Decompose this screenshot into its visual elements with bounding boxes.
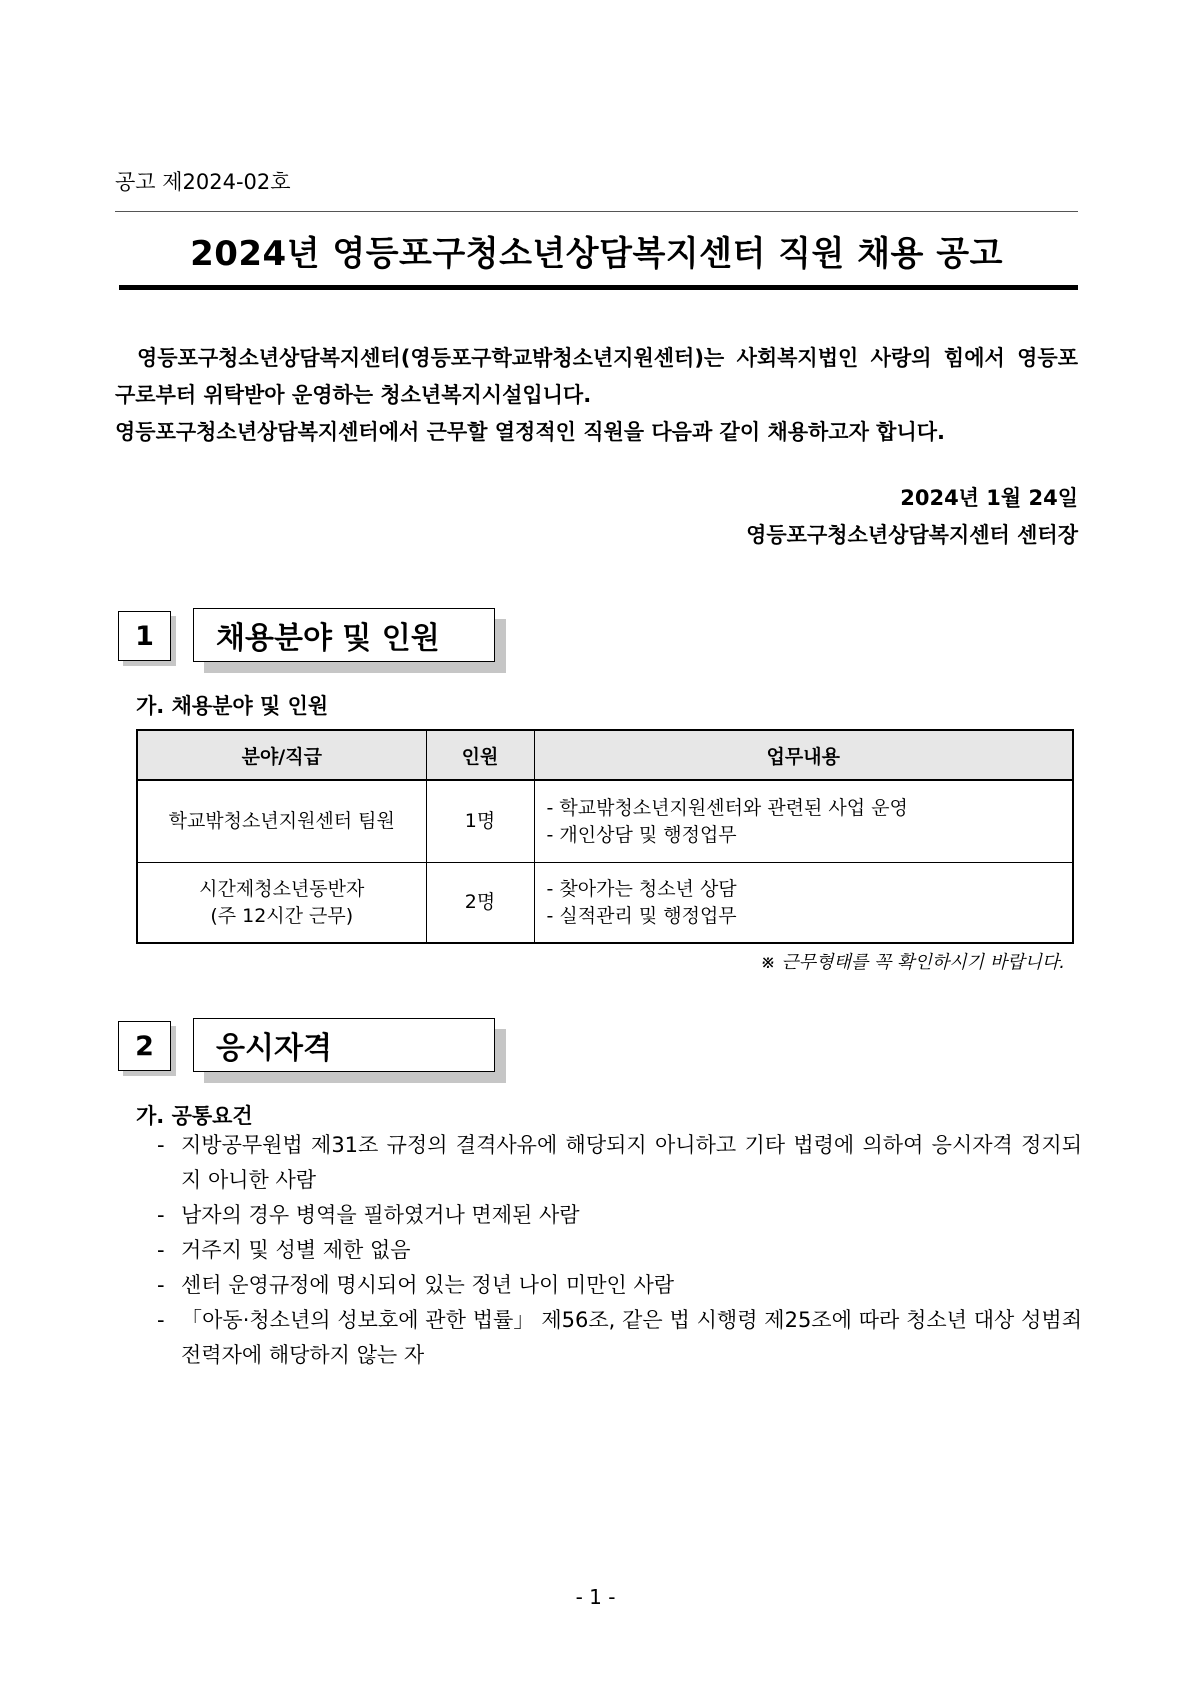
section-2-subheading: 가. 공통요건 xyxy=(136,1104,253,1128)
intro-paragraph-1: 영등포구청소년상담복지센터(영등포구학교밖청소년지원센터)는 사회복지법인 사랑의 힘에서 영등포구로부터 위탁받아 운영하는 청소년복지시설입니다. xyxy=(115,346,1078,407)
field-line: 시간제청소년동반자 xyxy=(199,877,365,900)
announcement-date: 2024년 1월 24일 xyxy=(900,486,1078,510)
duty-line: - 학교밖청소년지원센터와 관련된 사업 운영 xyxy=(546,796,908,819)
list-item xyxy=(157,1268,1082,1303)
section-1-number: 1 xyxy=(118,611,171,661)
page-title: 2024년 영등포구청소년상담복지센터 직원 채용 공고 xyxy=(190,234,1003,274)
table-row xyxy=(137,780,1073,863)
list-item-text: 거주지 및 성별 제한 없음 xyxy=(181,1238,411,1262)
list-item xyxy=(157,1128,1082,1198)
intro-paragraph-2: 영등포구청소년상담복지센터에서 근무할 열정적인 직원을 다음과 같이 채용하고자 합니다. xyxy=(115,420,946,444)
section-1-subheading: 가. 채용분야 및 인원 xyxy=(136,694,329,718)
field-cell xyxy=(137,780,426,863)
page-number: - 1 - xyxy=(575,1585,616,1609)
eligibility-list xyxy=(157,1128,1082,1373)
work-type-note: ※ 근무형태를 꼭 확인하시기 바랍니다. xyxy=(760,952,1065,973)
list-dash: - xyxy=(157,1308,165,1332)
duty-line: - 실적관리 및 행정업무 xyxy=(546,904,737,927)
field-line: (주 12시간 근무) xyxy=(210,904,354,927)
count-cell: 2명 xyxy=(426,863,534,944)
header-divider xyxy=(115,211,1078,212)
list-dash: - xyxy=(157,1238,165,1262)
list-dash: - xyxy=(157,1133,165,1157)
list-item xyxy=(157,1198,1082,1233)
list-item-text: 지방공무원법 제31조 규정의 결격사유에 해당되지 아니하고 기타 법령에 의하여 응시자격 정지되지 아니한 사람 xyxy=(181,1133,1082,1192)
list-item xyxy=(157,1233,1082,1268)
count-cell: 1명 xyxy=(426,780,534,863)
duty-line: - 개인상담 및 행정업무 xyxy=(546,823,737,846)
list-dash: - xyxy=(157,1273,165,1297)
table-row xyxy=(137,863,1073,944)
duty-cell xyxy=(534,780,1073,863)
duty-line: - 찾아가는 청소년 상담 xyxy=(546,877,737,900)
list-item-text: 센터 운영규정에 명시되어 있는 정년 나이 미만인 사람 xyxy=(181,1273,675,1297)
title-underline xyxy=(119,285,1078,290)
section-1-title: 채용분야 및 인원 xyxy=(193,608,495,662)
field-cell xyxy=(137,863,426,944)
notice-number: 공고 제2024-02호 xyxy=(115,170,291,194)
recruitment-table xyxy=(136,729,1074,944)
list-item-text: 「아동·청소년의 성보호에 관한 법률」 제56조, 같은 법 시행령 제25조에 따라 청소년 대상 성범죄전력자에 해당하지 않는 자 xyxy=(181,1308,1082,1367)
header-count: 인원 xyxy=(426,730,534,780)
list-item-text: 남자의 경우 병역을 필하였거나 면제된 사람 xyxy=(181,1203,580,1227)
list-dash: - xyxy=(157,1203,165,1227)
duty-cell xyxy=(534,863,1073,944)
issuer-signature: 영등포구청소년상담복지센터 센터장 xyxy=(746,523,1078,547)
field-line: 학교밖청소년지원센터 팀원 xyxy=(168,810,395,832)
section-2-title: 응시자격 xyxy=(193,1018,495,1072)
table-header-row xyxy=(137,730,1073,780)
header-field: 분야/직급 xyxy=(137,730,426,780)
section-2-number: 2 xyxy=(118,1021,171,1071)
header-duties: 업무내용 xyxy=(534,730,1073,780)
list-item xyxy=(157,1303,1082,1373)
intro-text xyxy=(115,340,1078,451)
